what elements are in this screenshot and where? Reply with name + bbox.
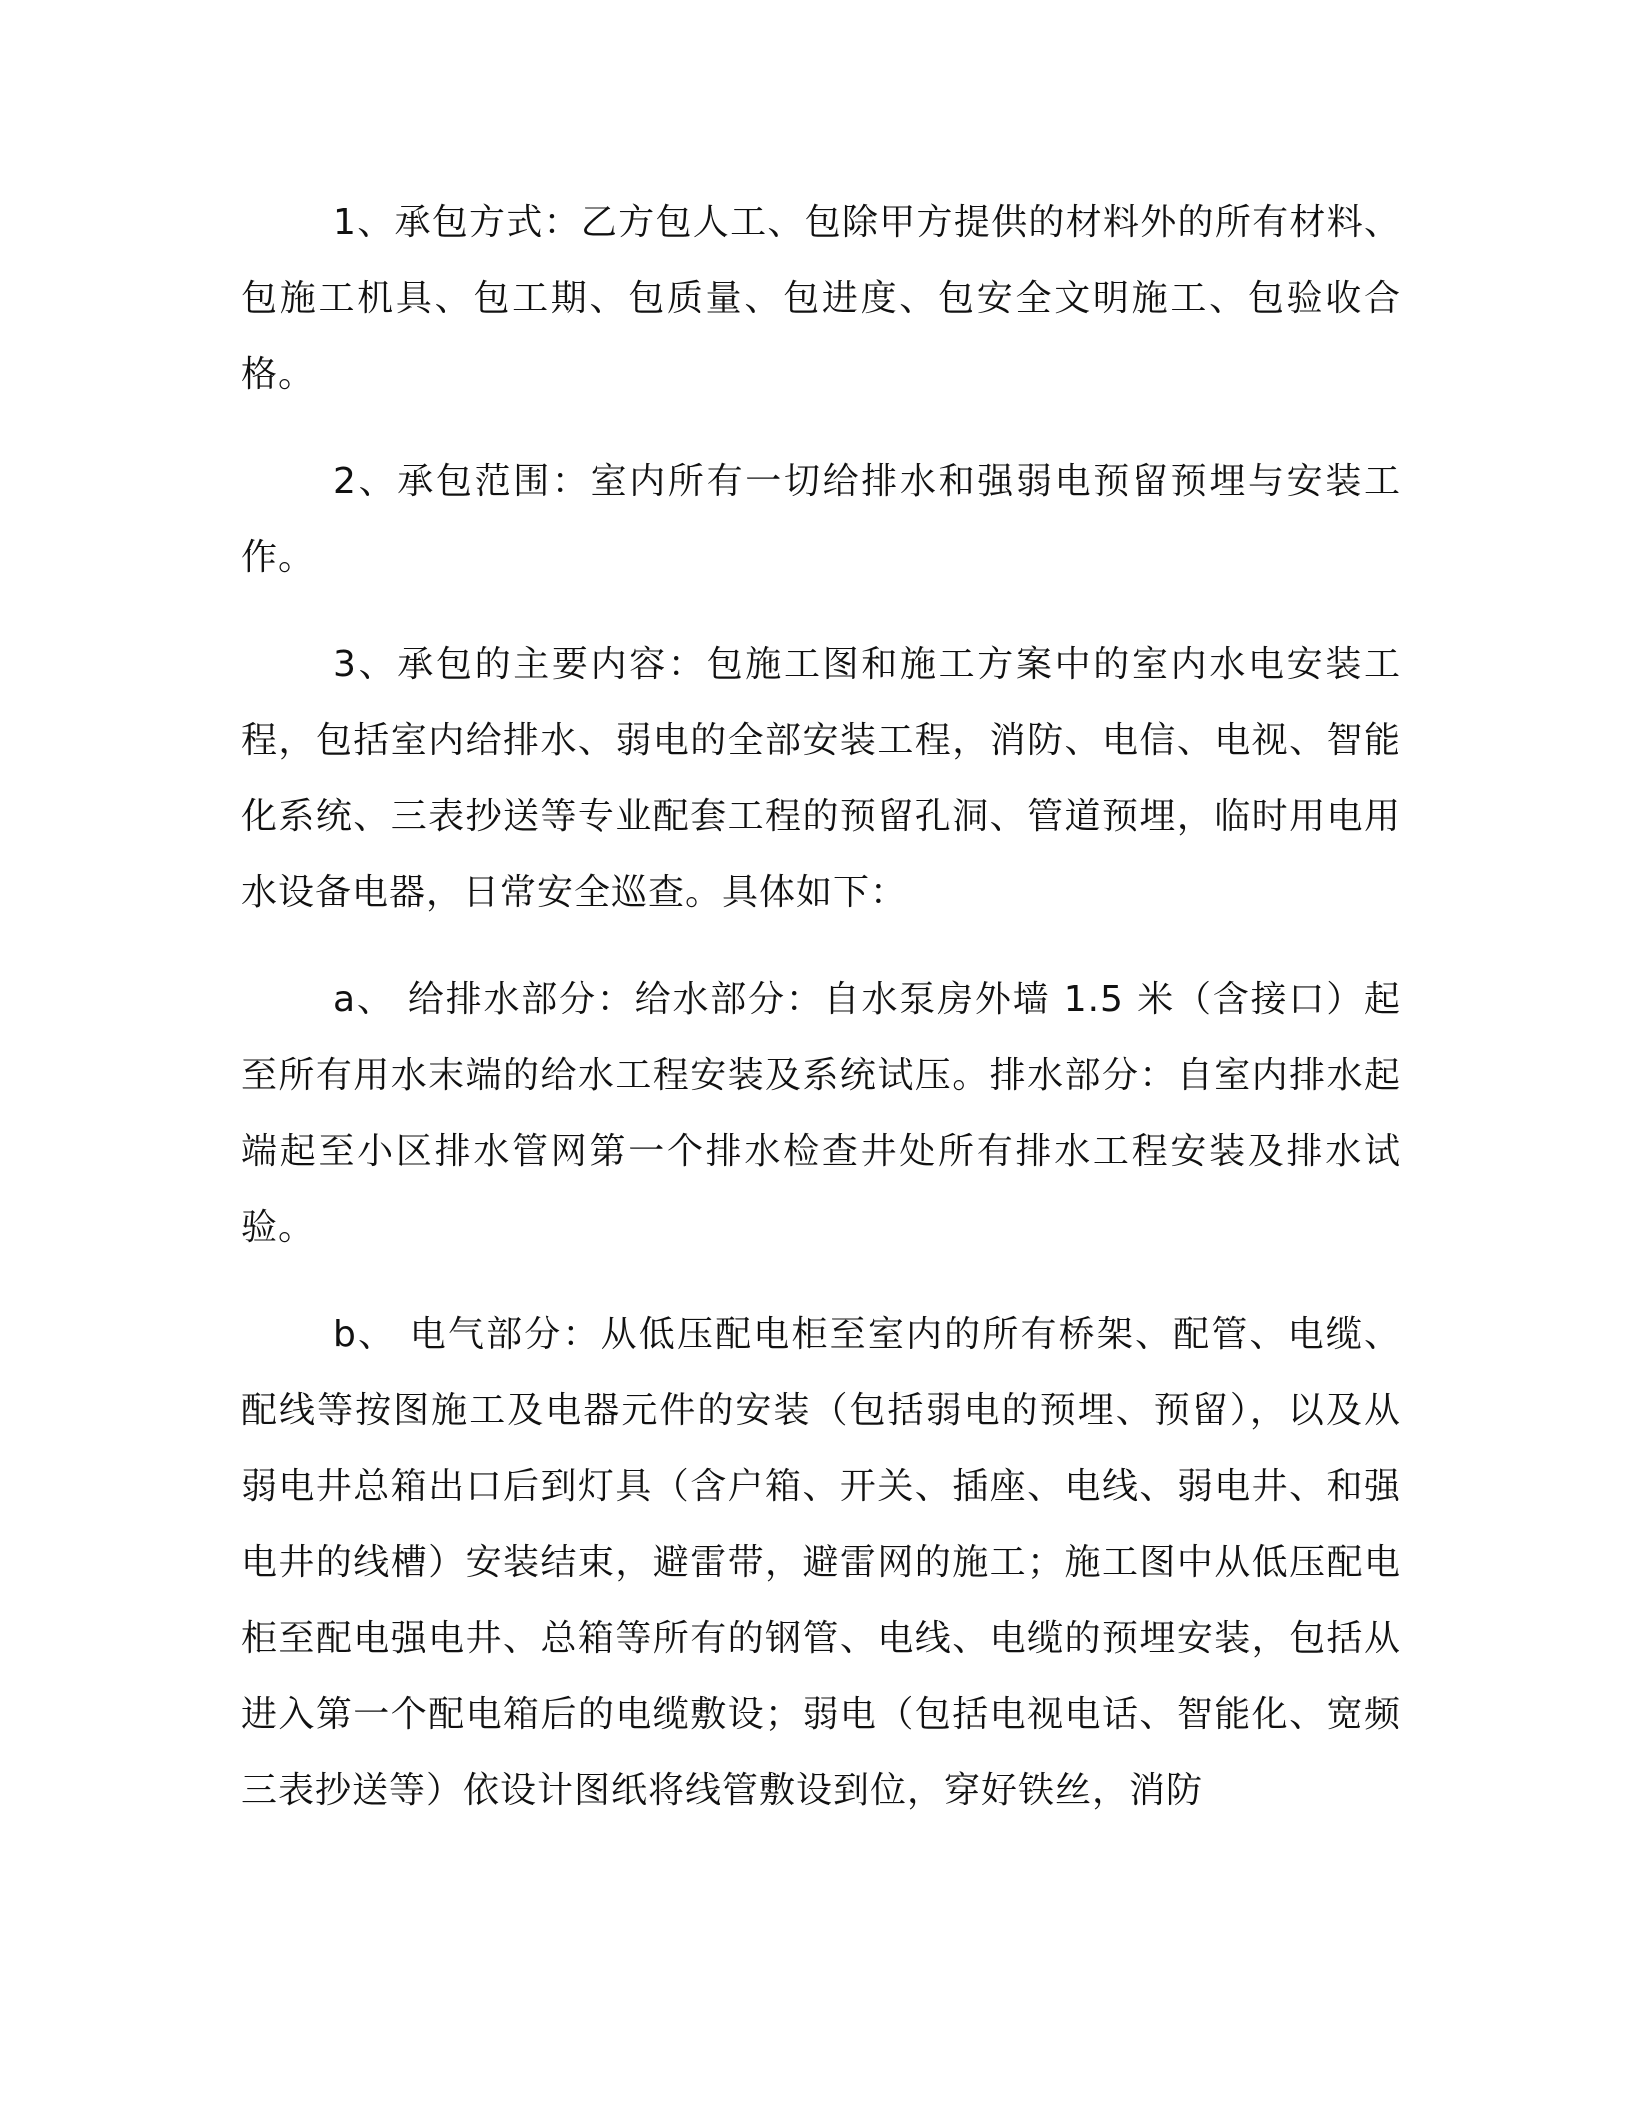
paragraph-contract-scope: 2、承包范围：室内所有一切给排水和强弱电预留预埋与安装工作。 bbox=[241, 461, 1401, 578]
document-body bbox=[241, 185, 1401, 1860]
paragraph-contract-method: 1、承包方式：乙方包人工、包除甲方提供的材料外的所有材料、包施工机具、包工期、包质量、包进度、包安全文明施工、包验收合格。 bbox=[241, 202, 1401, 395]
paragraph-main-content: 3、承包的主要内容：包施工图和施工方案中的室内水电安装工程，包括室内给排水、弱电的全部安装工程，消防、电信、电视、智能化系统、三表抄送等专业配套工程的预留孔洞、管道预埋，临时用电用水设备电器，日常安全巡查。具体如下： bbox=[241, 644, 1401, 913]
paragraph-electrical-section: b、 电气部分：从低压配电柜至室内的所有桥架、配管、电缆、配线等按图施工及电器元件的安装（包括弱电的预埋、预留），以及从弱电井总箱出口后到灯具（含户箱、开关、插座、电线、弱电井、和强电井的线槽）安装结束，避雷带，避雷网的施工；施工图中从低压配电柜至配电强电井、总箱等所有的钢管、电线、电缆的预埋安装，包括从进入第一个配电箱后的电缆敷设；弱电（包括电视电话、智能化、宽频三表抄送等）依设计图纸将线管敷设到位，穿好铁丝，消防 bbox=[241, 1314, 1401, 1811]
paragraph-plumbing-section: a、 给排水部分：给水部分：自水泵房外墙 1.5 米（含接口）起至所有用水末端的给水工程安装及系统试压。排水部分：自室内排水起端起至小区排水管网第一个排水检查井处所有排水工程安装及排水试验。 bbox=[241, 979, 1401, 1248]
